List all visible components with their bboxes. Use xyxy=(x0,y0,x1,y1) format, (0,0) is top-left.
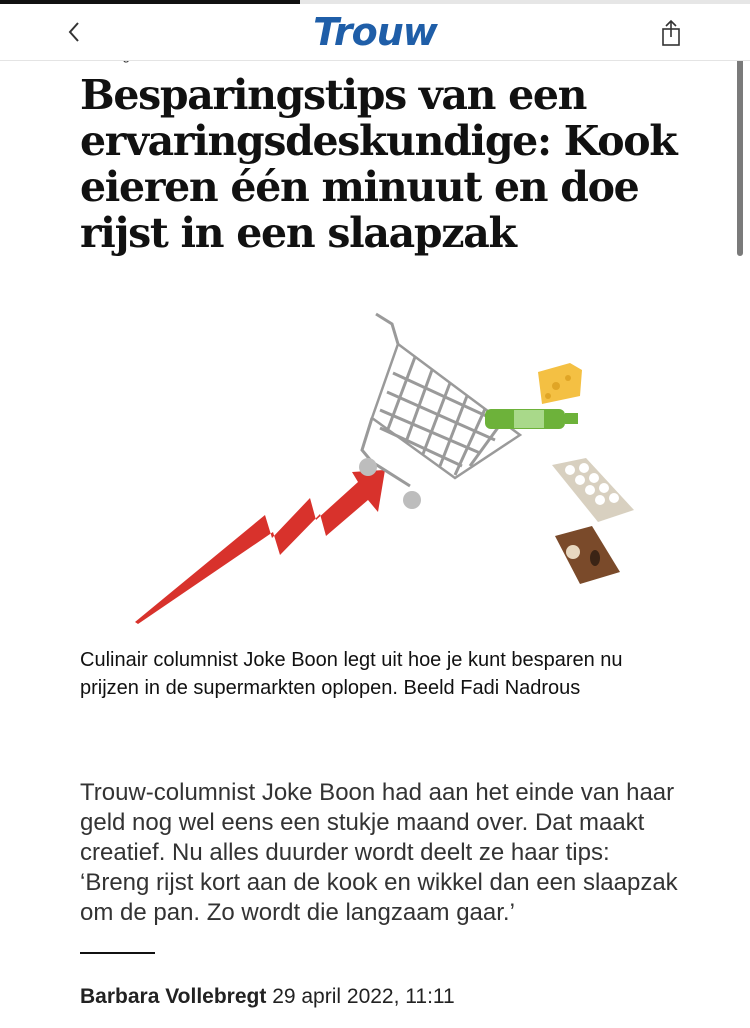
author-name[interactable]: Barbara Vollebregt xyxy=(80,985,267,1008)
cheese-illustration xyxy=(538,363,582,404)
trouw-logo[interactable]: Trouw xyxy=(313,10,437,54)
top-navigation-bar xyxy=(0,4,750,61)
divider xyxy=(80,952,155,954)
publish-date: 29 april 2022, 11:11 xyxy=(272,985,455,1008)
cart-wheel xyxy=(403,491,421,509)
byline xyxy=(80,985,455,1009)
cart-wheel xyxy=(359,458,377,476)
egg-carton-illustration xyxy=(552,458,634,522)
article-intro: Trouw-columnist Joke Boon had aan het einde van haar geld nog wel eens een stukje maand over. Dat maakt creatief. Nu alles duurder wordt deelt ze haar tips: ‘Breng rijst kort aan de kook en wikkel dan een slaapzak om de pan. Zo wordt die langzaam gaar.’ xyxy=(80,779,678,926)
rising-arrow-illustration xyxy=(135,470,385,624)
scrollbar[interactable] xyxy=(737,42,743,256)
shopping-cart-illustration xyxy=(362,314,520,486)
share-icon xyxy=(658,18,684,48)
coffee-bag-illustration xyxy=(555,526,620,584)
image-caption: Culinair columnist Joke Boon legt uit hoe je kunt besparen nu prijzen in de supermarkten oplopen. Beeld Fadi Nadrous xyxy=(80,649,623,699)
bottle-illustration xyxy=(485,409,578,429)
hero-illustration xyxy=(110,300,650,630)
share-button[interactable] xyxy=(658,18,684,48)
article-title: Besparingstips van een ervaringsdeskundige: Kook eieren één minuut en doe rijst in een slaapzak xyxy=(80,71,677,257)
